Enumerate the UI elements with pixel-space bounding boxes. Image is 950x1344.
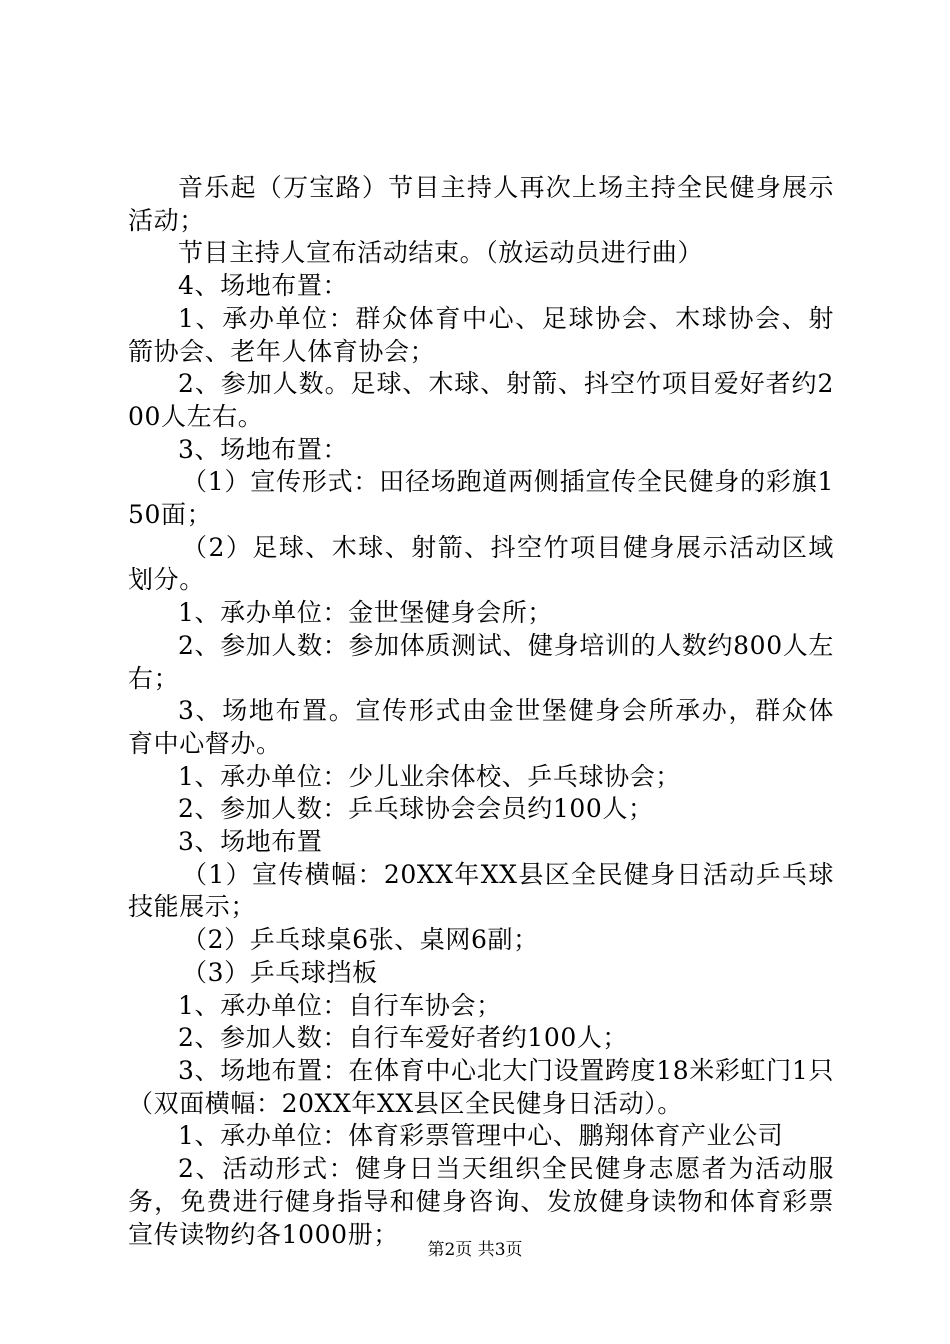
paragraph: 2、参加人数：乒乓球协会会员约100人； bbox=[178, 794, 654, 824]
paragraph: 3、场地布置。宣传形式由金世堡健身会所承办，群众体育中心督办。 bbox=[128, 696, 834, 758]
paragraph: （2）乒乓球桌6张、桌网6副； bbox=[182, 925, 539, 955]
paragraph: 音乐起（万宝路）节目主持人再次上场主持全民健身展示活动； bbox=[128, 173, 834, 235]
paragraph: 1、承办单位：群众体育中心、足球协会、木球协会、射箭协会、老年人体育协会； bbox=[128, 303, 834, 366]
page-indicator: 第2页 共3页 bbox=[427, 1240, 523, 1260]
paragraph: 1、承办单位：少儿业余体校、乒乓球协会； bbox=[178, 761, 681, 791]
paragraph: 1、承办单位：体育彩票管理中心、鹏翔体育产业公司 bbox=[178, 1121, 784, 1151]
paragraph: （2）足球、木球、射箭、抖空竹项目健身展示活动区域划分。 bbox=[128, 532, 834, 595]
document-body bbox=[128, 172, 834, 1251]
paragraph: 2、活动形式：健身日当天组织全民健身志愿者为活动服务，免费进行健身指导和健身咨询、发放健身读物和体育彩票宣传读物约各1000册； bbox=[128, 1154, 834, 1249]
paragraph: （1）宣传横幅：20XX年XX县区全民健身日活动乒乓球技能展示； bbox=[128, 859, 834, 922]
paragraph: （1）宣传形式：田径场跑道两侧插宣传全民健身的彩旗150面； bbox=[128, 467, 834, 530]
page-footer bbox=[0, 1240, 950, 1260]
paragraph: 2、参加人数：参加体质测试、健身培训的人数约800人左右； bbox=[128, 630, 834, 693]
paragraph: 3、场地布置 bbox=[178, 827, 323, 857]
paragraph: 4、场地布置： bbox=[178, 271, 349, 301]
paragraph: 2、参加人数：自行车爱好者约100人； bbox=[178, 1023, 629, 1053]
paragraph: 1、承办单位：自行车协会； bbox=[178, 990, 502, 1020]
paragraph: 1、承办单位：金世堡健身会所； bbox=[178, 598, 553, 628]
paragraph: （3）乒乓球挡板 bbox=[182, 957, 378, 987]
paragraph: 2、参加人数。足球、木球、射箭、抖空竹项目爱好者约200人左右。 bbox=[128, 369, 834, 431]
paragraph: 3、场地布置： bbox=[178, 434, 349, 464]
paragraph: 节目主持人宣布活动结束。（放运动员进行曲） bbox=[178, 238, 704, 268]
paragraph: 3、场地布置：在体育中心北大门设置跨度18米彩虹门1只（双面横幅：20XX年XX县区全民健身日活动）。 bbox=[128, 1055, 834, 1118]
